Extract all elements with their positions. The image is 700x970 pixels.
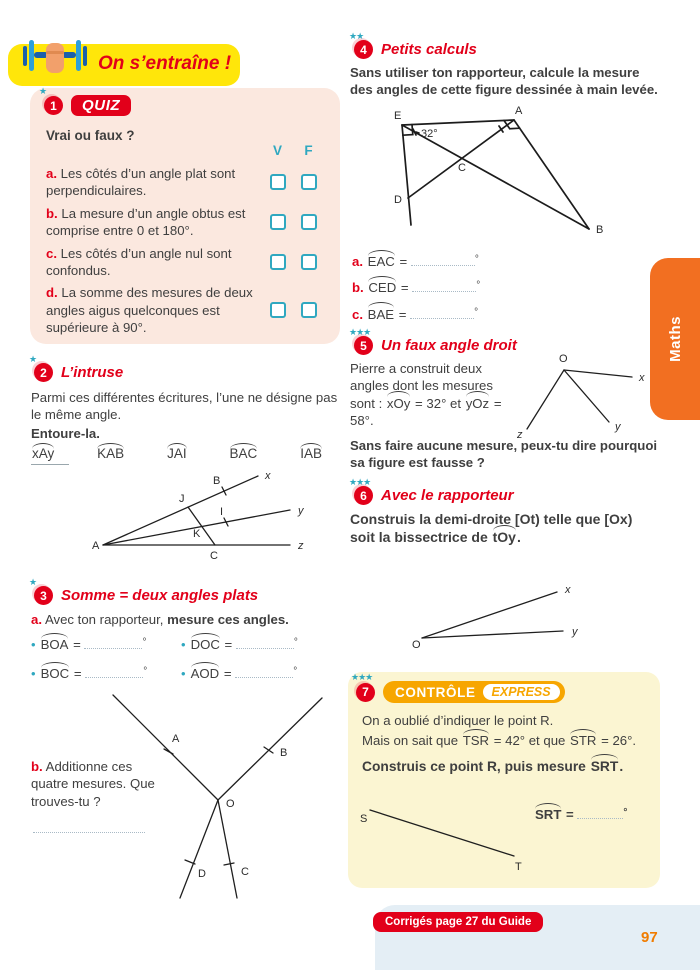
exercise-number: 5 <box>354 336 373 355</box>
ex4-answers <box>352 253 480 323</box>
angle-value: = 32° <box>411 395 447 411</box>
ex3-a-bold: mesure ces angles. <box>167 612 289 627</box>
item-letter: a. <box>31 612 42 627</box>
answer-boa <box>31 636 181 653</box>
subject-tab-label: Maths <box>666 316 684 362</box>
equals: = <box>566 807 574 822</box>
segment-st <box>370 810 514 856</box>
ex5-figure <box>512 350 662 450</box>
ex7-text: Construis ce point R, puis mesure <box>362 758 590 774</box>
ex5-text-1: Pierre a construit deux angles dont les mesures sont : <box>350 361 493 411</box>
point-label-o: O <box>226 798 235 810</box>
subject-tab <box>650 258 700 420</box>
ray-label-x: x <box>639 372 645 384</box>
dumbbell-icon <box>20 29 90 87</box>
degree-sign: ° <box>143 666 148 678</box>
degree-sign: ° <box>476 280 481 292</box>
angle-name: AOD <box>190 666 220 682</box>
ex7-line-3 <box>362 758 658 776</box>
answer-blank[interactable] <box>410 306 474 319</box>
ex3-question-b <box>31 758 166 810</box>
item-text: Les côtés d’un angle nul sont confondus. <box>46 245 232 278</box>
ex3-answer-grid <box>31 636 345 683</box>
degree-sign: ° <box>293 666 298 678</box>
ex7-text: Mais on sait que <box>362 733 462 749</box>
difficulty-stars: ★★★ <box>349 477 371 487</box>
answer-doc <box>181 636 331 653</box>
checkbox-a-vrai[interactable] <box>270 174 286 190</box>
bullet: • <box>181 666 186 682</box>
point-label-t: T <box>515 861 522 873</box>
angle-name: STR <box>570 733 597 749</box>
angle-name: DOC <box>190 637 220 652</box>
segment-eb <box>402 125 589 229</box>
answer-blank[interactable] <box>235 665 293 678</box>
answer-bae <box>352 306 480 323</box>
exercise-title: Petits calculs <box>381 41 477 58</box>
item-letter: b. <box>31 759 43 774</box>
ex6-instruction <box>350 510 650 547</box>
ex2-instruction: Entoure-la. <box>31 426 100 441</box>
segment-ea <box>402 120 514 125</box>
ray-oy <box>422 631 563 638</box>
angle-name: BAE <box>367 306 395 322</box>
item-letter: b. <box>352 280 364 296</box>
difficulty-stars: ★ <box>39 86 47 96</box>
ex7-text: = 42° et que <box>490 733 570 749</box>
angle-name: SRT <box>535 807 562 822</box>
bullet: • <box>181 637 186 652</box>
angle-value: = 58°. <box>350 395 502 429</box>
ex6-text-1: Construis la demi-droite [Ot) telle que [Ox) soit la bissectrice de <box>350 511 633 546</box>
answer-eac <box>352 253 480 270</box>
checkbox-b-vrai[interactable] <box>270 214 286 230</box>
angle-value-label: 32° <box>421 128 438 140</box>
item-letter: c. <box>352 306 363 322</box>
angle-notation[interactable]: KAB <box>97 446 125 461</box>
checkbox-a-faux[interactable] <box>301 174 317 190</box>
ray-label-z: z <box>298 540 304 552</box>
exercise-number: 1 <box>44 96 63 115</box>
exercise-number: 6 <box>354 486 373 505</box>
point-label-a: A <box>92 540 100 552</box>
ray-label-y: y <box>615 421 621 433</box>
point-label-s: S <box>360 813 368 825</box>
degree-sign: ° <box>293 637 298 648</box>
point-label-o: O <box>559 353 568 365</box>
point-label-b: B <box>213 475 221 487</box>
equals: = <box>400 280 409 296</box>
col-header-vrai: V <box>272 143 282 158</box>
quiz-item-d <box>46 284 260 336</box>
equals: = <box>73 666 82 682</box>
checkbox-c-vrai[interactable] <box>270 254 286 270</box>
ray-label-y: y <box>298 505 304 517</box>
checkbox-d-vrai[interactable] <box>270 302 286 318</box>
ex7-line-1: On a oublié d’indiquer le point R. <box>362 713 554 728</box>
ex7-line-2 <box>362 732 658 749</box>
point-label-c: C <box>458 162 466 174</box>
badge-accent-label: EXPRESS <box>483 684 560 700</box>
ex7-answer <box>534 806 627 823</box>
angle-name: BOC <box>40 666 70 682</box>
exercise-6-header <box>349 477 514 505</box>
answer-blank[interactable] <box>84 636 142 649</box>
exercise-2-header <box>29 354 124 382</box>
equals: = <box>224 637 233 652</box>
difficulty-stars: ★★★ <box>351 672 373 682</box>
point-label-d: D <box>394 194 402 206</box>
exercise-1-header <box>39 86 131 116</box>
ray-od <box>180 800 218 898</box>
item-text: La mesure d’un angle obtus est comprise entre 0 et 180°. <box>46 205 246 239</box>
ray-ox <box>564 370 632 377</box>
item-letter: d. <box>46 285 58 301</box>
item-text: La somme des mesures de deux angles aigus quelconques est supérieure à 90°. <box>46 285 253 336</box>
ex7-text: = 26°. <box>597 733 637 749</box>
segment-ed <box>402 125 411 225</box>
exercise-title: Avec le rapporteur <box>381 487 514 504</box>
degree-sign: ° <box>142 637 147 648</box>
answer-blank[interactable] <box>412 279 476 292</box>
ray-label-x: x <box>265 470 271 482</box>
angle-name: EAC <box>367 254 395 269</box>
quiz-subtitle: Vrai ou faux ? <box>46 128 135 143</box>
ray-oy <box>564 370 609 422</box>
col-header-faux: F <box>304 143 313 158</box>
item-letter: c. <box>46 245 57 261</box>
point-label-a: A <box>515 105 523 117</box>
ex7-figure <box>352 788 532 883</box>
point-label-c: C <box>210 550 218 562</box>
exercise-title: Somme = deux angles plats <box>61 587 259 604</box>
point-label-k: K <box>193 528 201 540</box>
point-label-c: C <box>241 866 249 878</box>
quiz-grid <box>46 142 322 337</box>
ray-oz <box>527 370 564 429</box>
ex3-a-text: Avec ton rapporteur, <box>44 612 168 627</box>
answer-boc <box>31 665 181 682</box>
ray-label-y: y <box>572 626 578 638</box>
angle-arrow <box>416 132 419 133</box>
badge-main-label: CONTRÔLE <box>395 684 476 700</box>
answer-ced <box>352 279 480 296</box>
quiz-item-a <box>46 165 260 200</box>
ex5-statement <box>350 360 518 430</box>
angle-name: CED <box>368 280 397 296</box>
difficulty-stars: ★★ <box>349 31 364 41</box>
point-label-o: O <box>412 639 421 651</box>
answer-blank[interactable] <box>236 636 294 649</box>
corrections-badge: Corrigés page 27 du Guide <box>373 912 543 932</box>
exercise-number: 7 <box>356 683 375 702</box>
ray-ob <box>218 698 322 800</box>
ray-label-x: x <box>565 584 571 596</box>
answer-blank[interactable] <box>85 665 143 678</box>
item-letter: a. <box>46 165 57 181</box>
equals: = <box>398 306 407 322</box>
ex2-notations <box>31 446 323 461</box>
banner <box>8 44 240 86</box>
angle-notation[interactable]: BAC <box>229 446 258 461</box>
difficulty-stars: ★ <box>29 354 37 364</box>
difficulty-stars: ★ <box>29 577 37 587</box>
angle-notation[interactable]: JAI <box>167 446 187 461</box>
exercise-number: 4 <box>354 40 373 59</box>
angle-name: xOy <box>386 395 411 411</box>
checkbox-d-faux[interactable] <box>301 302 317 318</box>
point-label-j: J <box>179 493 185 505</box>
equals: = <box>223 666 232 682</box>
tick-c <box>224 863 234 865</box>
point-label-b: B <box>280 747 288 759</box>
difficulty-stars: ★★★ <box>349 327 371 337</box>
point-label-a: A <box>172 733 180 745</box>
angle-notation[interactable]: IAB <box>300 446 322 461</box>
ex4-figure <box>352 103 652 251</box>
equals: = <box>73 637 81 652</box>
exercise-number: 2 <box>34 363 53 382</box>
quiz-item-c <box>46 245 260 280</box>
answer-blank[interactable] <box>411 253 475 266</box>
ex2-figure <box>58 470 308 570</box>
ray-ox <box>422 592 557 638</box>
quiz-item-b <box>46 205 260 240</box>
angle-name: SRT <box>590 758 620 776</box>
angle-notation[interactable]: xAy <box>32 446 55 461</box>
degree-sign: ° <box>474 254 479 265</box>
ray-label-z: z <box>517 429 523 441</box>
degree-sign: ° <box>474 306 479 318</box>
ex6-text-2: . <box>516 529 521 546</box>
bullet: • <box>31 666 36 682</box>
ex6-figure <box>350 578 650 658</box>
divider <box>31 464 69 465</box>
exercise-number: 3 <box>34 586 53 605</box>
angle-name: tOy <box>492 529 516 546</box>
ex5-text-2: et <box>450 395 465 411</box>
item-letter: b. <box>46 205 58 221</box>
ex4-intro: Sans utiliser ton rapporteur, calcule la mesure des angles de cette figure dessinée à main levée. <box>350 65 658 98</box>
segment-ab <box>514 120 589 229</box>
angle-name: yOz <box>465 395 490 411</box>
ray-oc <box>218 800 237 898</box>
controle-express-badge <box>383 681 565 703</box>
ex5-question: Sans faire aucune mesure, peux-tu dire pourquoi sa figure est fausse ? <box>350 438 658 471</box>
angle-name: TSR <box>462 733 490 749</box>
point-label-e: E <box>394 110 402 122</box>
exercise-4-header <box>349 31 477 59</box>
degree-sign: ° <box>623 807 628 818</box>
exercise-title: Un faux angle droit <box>381 337 517 354</box>
bullet: • <box>31 637 36 652</box>
ex7-statement <box>362 712 658 776</box>
ex3-b-answer-line[interactable] <box>33 820 145 833</box>
answer-aod <box>181 665 331 682</box>
equals: = <box>399 254 408 269</box>
checkbox-c-faux[interactable] <box>301 254 317 270</box>
point-label-d: D <box>198 868 206 880</box>
item-text: Les côtés d’un angle plat sont perpendiculaires. <box>46 165 236 199</box>
item-letter: a. <box>352 254 363 269</box>
point-label-b: B <box>596 224 604 236</box>
ex2-intro: Parmi ces différentes écritures, l’une ne désigne pas le même angle. <box>31 390 338 423</box>
quiz-badge: QUIZ <box>71 95 131 116</box>
ex7-text: . <box>619 758 624 774</box>
exercise-3-header <box>29 577 259 605</box>
exercise-title: L’intruse <box>61 364 124 381</box>
checkbox-b-faux[interactable] <box>301 214 317 230</box>
page-number: 97 <box>641 929 658 946</box>
ex3-b-text: Additionne ces quatre mesures. Que trouves-tu ? <box>31 759 155 809</box>
ex3-question-a <box>31 611 345 628</box>
point-label-i: I <box>220 506 224 518</box>
answer-blank[interactable] <box>577 806 623 819</box>
ray-ax <box>103 476 258 545</box>
angle-name: BOA <box>40 637 69 652</box>
exercise-5-header <box>349 327 517 355</box>
exercise-7-header <box>351 672 565 703</box>
page-title: On s’entraîne ! <box>98 53 232 74</box>
